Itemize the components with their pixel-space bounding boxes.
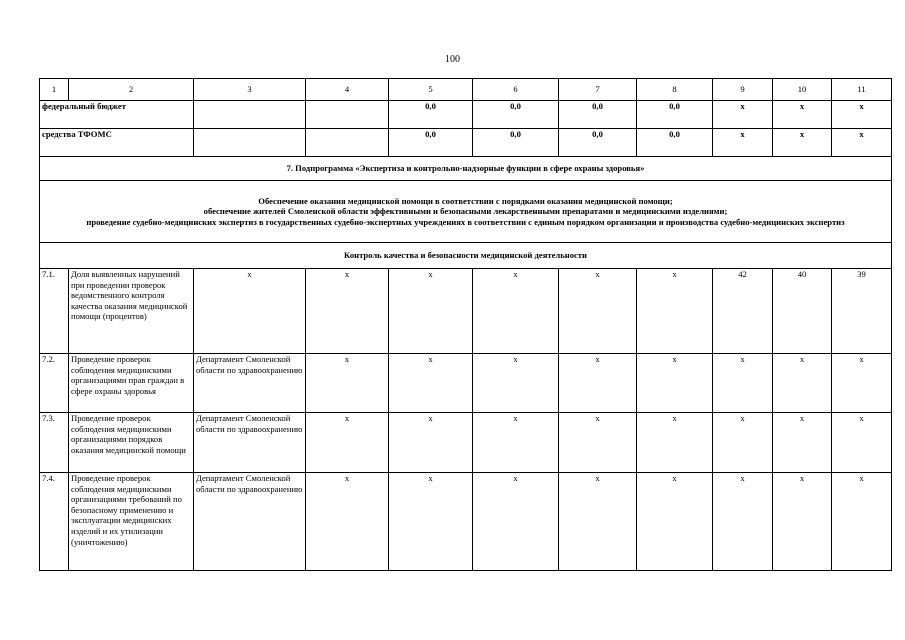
value-cell: х	[559, 354, 637, 413]
table-row	[40, 354, 892, 413]
value-cell: 0,0	[473, 101, 559, 129]
value-cell: х	[713, 354, 773, 413]
column-number-row	[40, 79, 892, 101]
value-cell: х	[773, 101, 832, 129]
value-cell: х	[306, 354, 389, 413]
value-cell: х	[306, 269, 389, 354]
value-cell: х	[389, 473, 473, 571]
funding-label: федеральный бюджет	[40, 101, 194, 129]
funding-row-tfoms	[40, 129, 892, 157]
value-cell: х	[713, 413, 773, 473]
value-cell: 0,0	[559, 101, 637, 129]
column-number: 7	[559, 79, 637, 101]
item-department: Департамент Смоленской области по здравоохранению	[194, 413, 306, 473]
table-row	[40, 413, 892, 473]
value-cell: х	[832, 473, 892, 571]
value-cell: 42	[713, 269, 773, 354]
value-cell: х	[389, 354, 473, 413]
item-number: 7.2.	[40, 354, 69, 413]
value-cell: х	[389, 269, 473, 354]
item-number: 7.1.	[40, 269, 69, 354]
item-name: Проведение проверок соблюдения медицинскими организациями порядков оказания медицинской помощи	[69, 413, 194, 473]
value-cell: х	[713, 129, 773, 157]
value-cell: х	[713, 473, 773, 571]
subprogram-title: 7. Подпрограмма «Экспертиза и контрольно-надзорные функции в сфере охраны здоровья»	[40, 157, 892, 181]
item-number: 7.4.	[40, 473, 69, 571]
value-cell: х	[832, 129, 892, 157]
table-row	[40, 269, 892, 354]
value-cell: х	[306, 473, 389, 571]
value-cell: х	[713, 101, 773, 129]
empty-cell	[194, 129, 306, 157]
item-department: х	[194, 269, 306, 354]
value-cell: 40	[773, 269, 832, 354]
column-number: 6	[473, 79, 559, 101]
column-number: 1	[40, 79, 69, 101]
value-cell: х	[473, 269, 559, 354]
value-cell: х	[832, 101, 892, 129]
column-number: 11	[832, 79, 892, 101]
section-row	[40, 243, 892, 269]
item-department: Департамент Смоленской области по здравоохранению	[194, 354, 306, 413]
empty-cell	[194, 101, 306, 129]
value-cell: х	[637, 473, 713, 571]
item-name: Проведение проверок соблюдения медицинскими организациями прав граждан в сфере охраны здоровья	[69, 354, 194, 413]
value-cell: 39	[832, 269, 892, 354]
value-cell: х	[637, 354, 713, 413]
empty-cell	[306, 129, 389, 157]
value-cell: 0,0	[637, 101, 713, 129]
value-cell: х	[559, 269, 637, 354]
value-cell: 0,0	[637, 129, 713, 157]
column-number: 3	[194, 79, 306, 101]
value-cell: 0,0	[389, 101, 473, 129]
funding-row-federal	[40, 101, 892, 129]
item-name: Проведение проверок соблюдения медицинскими организациями требований по безопасному применению и эксплуатации медицинских изделий и их утилизации (уничтожению)	[69, 473, 194, 571]
value-cell: х	[473, 473, 559, 571]
value-cell: х	[773, 473, 832, 571]
value-cell: х	[473, 354, 559, 413]
value-cell: 0,0	[389, 129, 473, 157]
column-number: 5	[389, 79, 473, 101]
indicators-table	[39, 78, 892, 571]
item-department: Департамент Смоленской области по здравоохранению	[194, 473, 306, 571]
value-cell: х	[559, 413, 637, 473]
column-number: 4	[306, 79, 389, 101]
value-cell: х	[832, 413, 892, 473]
value-cell: х	[473, 413, 559, 473]
value-cell: 0,0	[473, 129, 559, 157]
value-cell: х	[306, 413, 389, 473]
value-cell: х	[389, 413, 473, 473]
goals-row	[40, 181, 892, 243]
page-number: 100	[445, 54, 460, 65]
value-cell: х	[637, 269, 713, 354]
goals-text: Обеспечение оказания медицинской помощи в соответствии с порядками оказания медицинской помощи; обеспечение жителей Смоленской области эффективными и безопасными лекарственными препаратами и медицинскими изделиями; проведение судебно-медицинских экспертиз в государственных судебно-экспертных учреждениях в соответствии с единым порядком организации и производства судебно-медицинских экспертиз	[40, 181, 892, 243]
value-cell: 0,0	[559, 129, 637, 157]
funding-label: средства ТФОМС	[40, 129, 194, 157]
table-row	[40, 473, 892, 571]
value-cell: х	[637, 413, 713, 473]
subprogram-row	[40, 157, 892, 181]
value-cell: х	[773, 413, 832, 473]
empty-cell	[306, 101, 389, 129]
item-name: Доля выявленных нарушений при проведении проверок ведомственного контроля качества оказания медицинской помощи (процентов)	[69, 269, 194, 354]
value-cell: х	[559, 473, 637, 571]
column-number: 10	[773, 79, 832, 101]
column-number: 2	[69, 79, 194, 101]
column-number: 9	[713, 79, 773, 101]
value-cell: х	[773, 354, 832, 413]
value-cell: х	[832, 354, 892, 413]
item-number: 7.3.	[40, 413, 69, 473]
value-cell: х	[773, 129, 832, 157]
section-title: Контроль качества и безопасности медицинской деятельности	[40, 243, 892, 269]
column-number: 8	[637, 79, 713, 101]
